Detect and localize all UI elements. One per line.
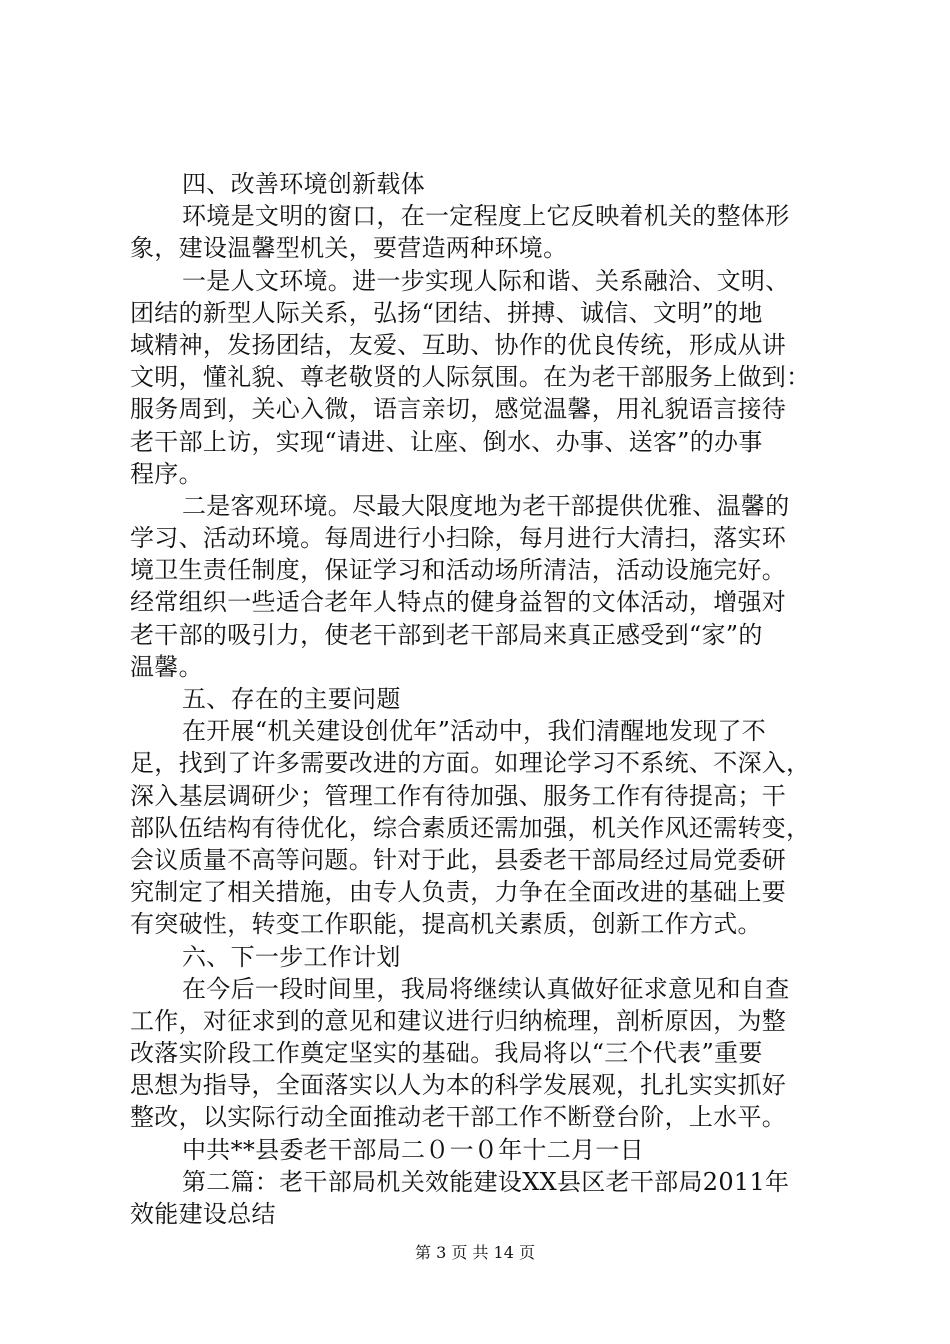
text-line: 程序。 (130, 459, 203, 488)
text-line: 象，建设温馨型机关，要营造两种环境。 (130, 234, 568, 263)
text-line: 团结的新型人际关系，弘扬“团结、拼搏、诚信、文明”的地 (130, 298, 763, 327)
text-line: 五、存在的主要问题 (182, 685, 401, 713)
text-line: 效能建设总结 (130, 1200, 276, 1228)
text-line: 在开展“机关建设创优年”活动中，我们清醒地发现了不 (182, 717, 767, 746)
document-body (130, 168, 835, 1230)
text-line: 思想为指导，全面落实以人为本的科学发展观，扎扎实实抓好 (130, 1071, 787, 1100)
text-line: 境卫生责任制度，保证学习和活动场所清洁，活动设施完好。 (130, 556, 787, 585)
text-line: 文明，懂礼貌、尊老敬贤的人际氛围。在为老干部服务上做到： (130, 363, 811, 392)
text-line: 工作，对征求到的意见和建议进行归纳梳理，剖析原因，为整 (130, 1006, 787, 1035)
text-line: 温馨。 (130, 652, 203, 681)
text-line: 中共**县委老干部局二０一０年十二月一日 (182, 1135, 644, 1164)
text-line: 部队伍结构有待优化，综合素质还需加强，机关作风还需转变， (130, 813, 811, 842)
text-line: 一是人文环境。进一步实现人际和谐、关系融洽、文明、 (182, 266, 790, 295)
text-line: 深入基层调研少；管理工作有待加强、服务工作有待提高；干 (130, 781, 787, 810)
page-footer: 第 3 页 共 14 页 (415, 1243, 535, 1262)
text-line: 第二篇：老干部局机关效能建设XX县区老干部局2011年 (182, 1167, 790, 1196)
text-line: 经常组织一些适合老年人特点的健身益智的文体活动，增强对 (130, 588, 787, 617)
text-line: 学习、活动环境。每周进行小扫除，每月进行大清扫，落实环 (130, 524, 787, 553)
text-line: 环境是文明的窗口，在一定程度上它反映着机关的整体形 (182, 202, 790, 231)
text-line: 整改，以实际行动全面推动老干部工作不断登台阶，上水平。 (130, 1103, 787, 1132)
text-line: 足，找到了许多需要改进的方面。如理论学习不系统、不深入， (130, 749, 811, 778)
text-line: 在今后一段时间里，我局将继续认真做好征求意见和自查 (182, 974, 790, 1003)
text-line: 二是客观环境。尽最大限度地为老干部提供优雅、温馨的 (182, 491, 790, 520)
text-line: 老干部的吸引力，使老干部到老干部局来真正感受到“家”的 (130, 620, 763, 649)
text-line: 服务周到，关心入微，语言亲切，感觉温馨，用礼貌语言接待 (130, 395, 787, 424)
text-line: 域精神，发扬团结，友爱、互助、协作的优良传统，形成从讲 (130, 330, 787, 359)
text-line: 有突破性，转变工作职能，提高机关素质，创新工作方式。 (130, 910, 762, 939)
text-line: 改落实阶段工作奠定坚实的基础。我局将以“三个代表”重要 (130, 1039, 763, 1068)
text-line: 六、下一步工作计划 (182, 942, 401, 971)
text-line: 老干部上访，实现“请进、让座、倒水、办事、送客”的办事 (130, 427, 763, 456)
text-line: 究制定了相关措施，由专人负责，力争在全面改进的基础上要 (130, 878, 787, 907)
text-line: 四、改善环境创新载体 (182, 170, 425, 198)
text-line: 会议质量不高等问题。针对于此，县委老干部局经过局党委研 (130, 845, 787, 874)
